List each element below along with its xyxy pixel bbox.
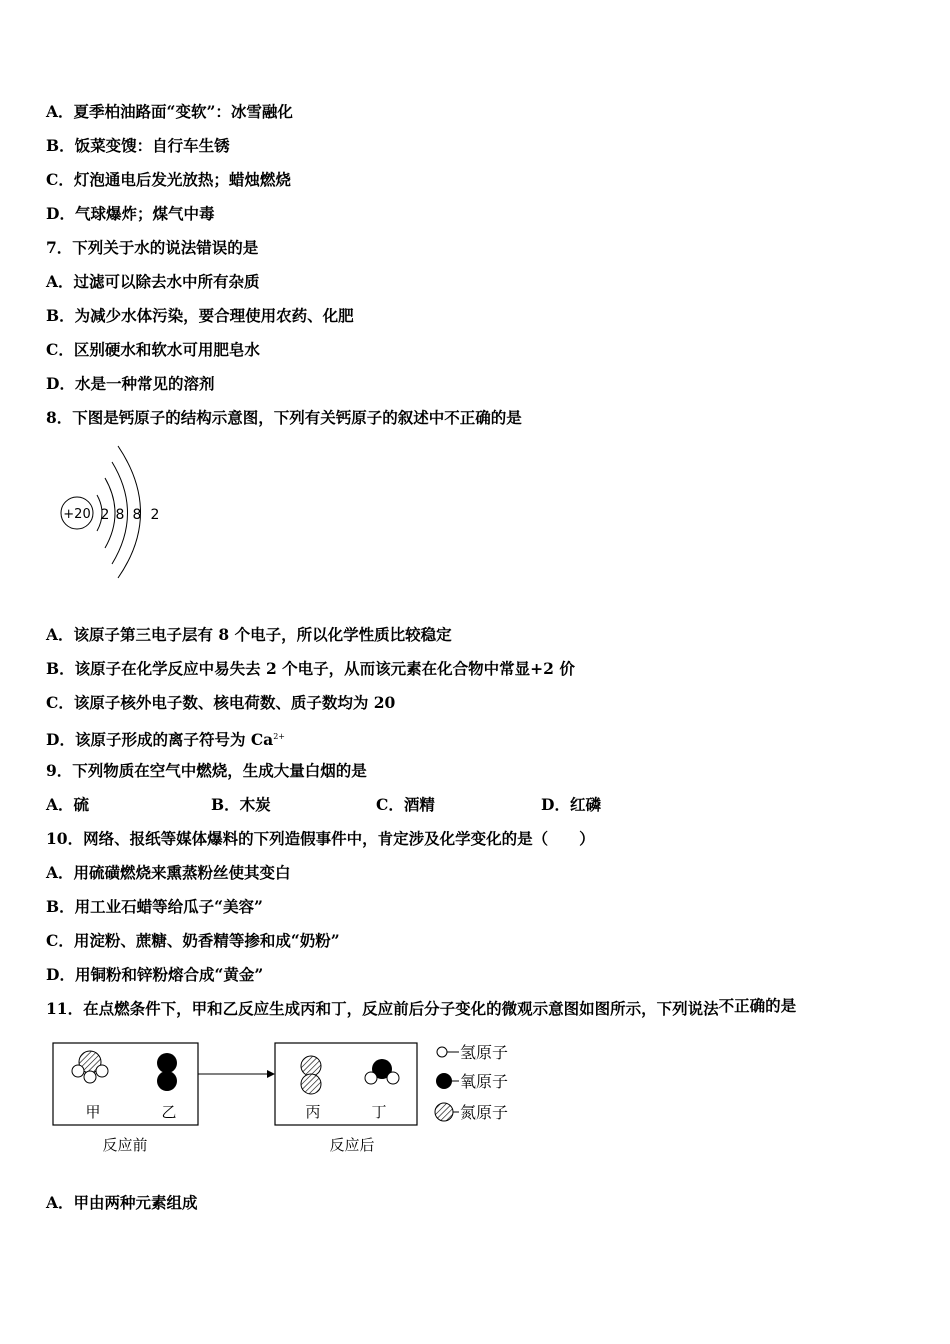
hydrogen-atom <box>365 1072 377 1084</box>
label-bing: 丙 <box>305 1103 321 1121</box>
q7-stem: 7．下列关于水的说法错误的是 <box>46 238 259 257</box>
calcium-atom-diagram <box>55 440 175 580</box>
q11-option-a: A．甲由两种元素组成 <box>46 1193 198 1212</box>
q7-option-d: D．水是一种常见的溶剂 <box>46 374 215 393</box>
hydrogen-atom <box>84 1071 96 1083</box>
q10-option-d: D．用铜粉和锌粉熔合成“黄金” <box>46 965 264 984</box>
q10-stem: 10．网络、报纸等媒体爆料的下列造假事件中，肯定涉及化学变化的是（ ） <box>46 829 595 848</box>
label-jia: 甲 <box>85 1103 101 1121</box>
q8-option-a: A．该原子第三电子层有 8 个电子，所以化学性质比较稳定 <box>46 625 452 644</box>
legend-hydrogen-icon <box>437 1047 447 1057</box>
q10-option-c: C．用淀粉、蔗糖、奶香精等掺和成“奶粉” <box>46 931 340 950</box>
q11-stem-tail: 不正确的是 <box>718 996 797 1015</box>
ion-charge: 2+ <box>273 732 286 741</box>
q6-option-d: D．气球爆炸；煤气中毒 <box>46 204 215 223</box>
q6-option-a: A．夏季柏油路面“变软”：冰雪融化 <box>46 102 293 121</box>
legend-nitrogen-label: 氮原子 <box>460 1103 509 1122</box>
hydrogen-atom <box>387 1072 399 1084</box>
q11-stem <box>46 996 797 1019</box>
legend-oxygen-label: 氧原子 <box>460 1072 509 1091</box>
q6-option-b: B．饭菜变馊：自行车生锈 <box>46 136 230 155</box>
q7-option-c: C．区别硬水和软水可用肥皂水 <box>46 340 260 359</box>
q10-option-a: A．用硫磺燃烧来熏蒸粉丝使其变白 <box>46 863 291 882</box>
q8-option-c: C．该原子核外电子数、核电荷数、质子数均为 20 <box>46 693 396 712</box>
q9-stem: 9．下列物质在空气中燃烧，生成大量白烟的是 <box>46 761 367 780</box>
q7-option-b: B．为减少水体污染，要合理使用农药、化肥 <box>46 306 354 325</box>
q9-option-b: B．木炭 <box>211 795 271 814</box>
nitrogen-atom <box>301 1074 321 1094</box>
reaction-arrow-head <box>267 1070 275 1078</box>
q8-option-d <box>46 727 285 750</box>
nucleus-charge: +20 <box>63 507 91 522</box>
legend-nitrogen-icon <box>435 1103 453 1121</box>
hydrogen-atom <box>96 1065 108 1077</box>
q7-option-a: A．过滤可以除去水中所有杂质 <box>46 272 260 291</box>
label-yi: 乙 <box>161 1103 177 1121</box>
q8-stem: 8．下图是钙原子的结构示意图，下列有关钙原子的叙述中不正确的是 <box>46 408 522 427</box>
oxygen-atom <box>157 1071 177 1091</box>
q8-option-d-text: D．该原子形成的离子符号为 Ca <box>46 730 274 750</box>
q6-option-c: C．灯泡通电后发光放热；蜡烛燃烧 <box>46 170 291 189</box>
q9-option-a: A．硫 <box>46 795 90 814</box>
label-ding: 丁 <box>371 1103 387 1121</box>
after-box <box>275 1043 417 1125</box>
q9-option-d: D．红磷 <box>541 795 601 814</box>
hydrogen-atom <box>72 1065 84 1077</box>
q8-option-b: B．该原子在化学反应中易失去 2 个电子，从而该元素在化合物中常显+2 价 <box>46 659 575 678</box>
legend-oxygen-icon <box>436 1073 452 1089</box>
shell-3-count: 8 <box>132 507 142 523</box>
oxygen-atom <box>157 1053 177 1073</box>
shell-2-count: 8 <box>115 507 125 523</box>
q10-option-b: B．用工业石蜡等给瓜子“美容” <box>46 897 263 916</box>
shell-4-count: 2 <box>150 507 160 523</box>
reaction-diagram <box>45 1035 545 1165</box>
caption-after: 反应后 <box>329 1136 375 1154</box>
legend-hydrogen-label: 氢原子 <box>460 1043 509 1062</box>
shell-1-count: 2 <box>100 507 110 523</box>
q11-stem-main: 11．在点燃条件下，甲和乙反应生成丙和丁，反应前后分子变化的微观示意图如图所示，下列说法 <box>46 999 719 1018</box>
nitrogen-atom <box>301 1056 321 1076</box>
q9-option-c: C．酒精 <box>376 795 435 814</box>
caption-before: 反应前 <box>102 1136 148 1154</box>
